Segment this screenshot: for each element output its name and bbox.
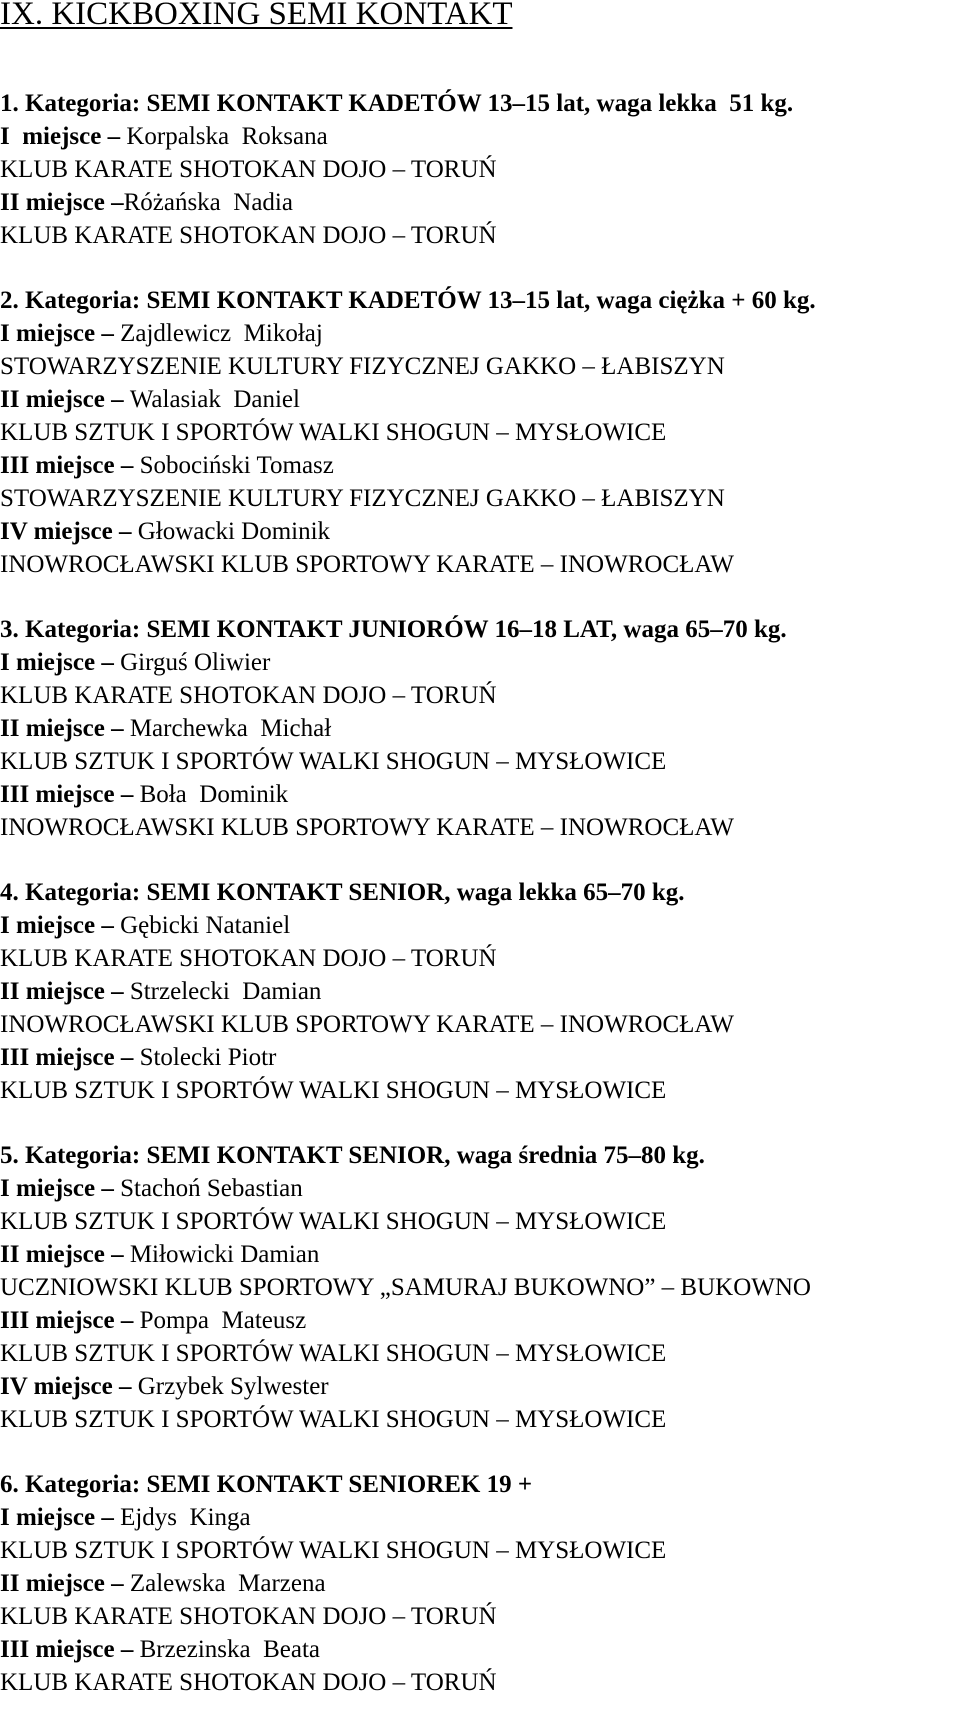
place-label: I miejsce xyxy=(0,320,96,347)
category-title: 6. Kategoria: SEMI KONTAKT SENIOREK 19 + xyxy=(0,1471,533,1498)
club-name: KLUB SZTUK I SPORTÓW WALKI SHOGUN – MYSŁOWICE xyxy=(0,1340,667,1367)
club-name: KLUB SZTUK I SPORTÓW WALKI SHOGUN – MYSŁOWICE xyxy=(0,748,667,775)
club-name: KLUB KARATE SHOTOKAN DOJO – TORUŃ xyxy=(0,945,497,972)
place-line xyxy=(0,909,960,942)
place-line xyxy=(0,1172,960,1205)
place-label: III miejsce xyxy=(0,452,115,479)
club-name: KLUB KARATE SHOTOKAN DOJO – TORUŃ xyxy=(0,156,497,183)
competitor-name: Miłowicki Damian xyxy=(129,1241,320,1268)
category-title: 1. Kategoria: SEMI KONTAKT KADETÓW 13–15 lat, waga lekka 51 kg. xyxy=(0,90,794,117)
competitor-name: Strzelecki Damian xyxy=(129,978,322,1005)
place-separator: – xyxy=(95,1504,121,1531)
place-separator: – xyxy=(104,1241,130,1268)
club-name: KLUB SZTUK I SPORTÓW WALKI SHOGUN – MYSŁOWICE xyxy=(0,1208,667,1235)
place-line xyxy=(0,1567,960,1600)
place-line xyxy=(0,120,960,153)
place-line xyxy=(0,975,960,1008)
place-line xyxy=(0,383,960,416)
section-title: IX. KICKBOXING SEMI KONTAKT xyxy=(0,0,513,32)
competitor-name: Pompa Mateusz xyxy=(139,1307,307,1334)
place-label: II miejsce xyxy=(0,1241,105,1268)
category-title: 4. Kategoria: SEMI KONTAKT SENIOR, waga lekka 65–70 kg. xyxy=(0,879,685,906)
competitor-name: Stolecki Piotr xyxy=(139,1044,277,1071)
club-name: KLUB SZTUK I SPORTÓW WALKI SHOGUN – MYSŁOWICE xyxy=(0,1537,667,1564)
place-label: II miejsce xyxy=(0,189,105,216)
place-line xyxy=(0,186,960,219)
competitor-name: Grzybek Sylwester xyxy=(137,1373,329,1400)
club-name: KLUB SZTUK I SPORTÓW WALKI SHOGUN – MYSŁOWICE xyxy=(0,1077,667,1104)
place-line xyxy=(0,778,960,811)
place-label: I miejsce xyxy=(0,649,96,676)
place-label: II miejsce xyxy=(0,715,105,742)
competitor-name: Stachoń Sebastian xyxy=(120,1175,303,1202)
competitor-name: Gębicki Nataniel xyxy=(120,912,291,939)
place-label: IV miejsce xyxy=(0,1373,113,1400)
place-line xyxy=(0,646,960,679)
category-block xyxy=(0,613,960,844)
club-name: KLUB KARATE SHOTOKAN DOJO – TORUŃ xyxy=(0,682,497,709)
club-name: STOWARZYSZENIE KULTURY FIZYCZNEJ GAKKO – ŁABISZYN xyxy=(0,485,725,512)
place-line xyxy=(0,515,960,548)
place-separator: – xyxy=(95,1175,121,1202)
competitor-name: Walasiak Daniel xyxy=(129,386,300,413)
category-block xyxy=(0,1468,960,1699)
place-separator: – xyxy=(112,518,138,545)
place-separator: – xyxy=(95,649,121,676)
competitor-name: Marchewka Michał xyxy=(129,715,332,742)
place-label: II miejsce xyxy=(0,1570,105,1597)
category-block xyxy=(0,87,960,252)
place-line xyxy=(0,1238,960,1271)
place-separator: – xyxy=(112,1373,138,1400)
place-line xyxy=(0,449,960,482)
place-label: II miejsce xyxy=(0,386,105,413)
place-separator: – xyxy=(114,452,140,479)
place-line xyxy=(0,1370,960,1403)
place-label: III miejsce xyxy=(0,1636,115,1663)
place-label: IV miejsce xyxy=(0,518,113,545)
club-name: KLUB KARATE SHOTOKAN DOJO – TORUŃ xyxy=(0,1603,497,1630)
place-label: III miejsce xyxy=(0,1044,115,1071)
categories-list xyxy=(0,87,960,1731)
club-name: STOWARZYSZENIE KULTURY FIZYCZNEJ GAKKO – ŁABISZYN xyxy=(0,353,725,380)
place-separator: – xyxy=(104,978,130,1005)
competitor-name: Zajdlewicz Mikołaj xyxy=(120,320,323,347)
club-name: KLUB KARATE SHOTOKAN DOJO – TORUŃ xyxy=(0,1669,497,1696)
place-line xyxy=(0,317,960,350)
place-separator: – xyxy=(114,1636,140,1663)
place-label: I miejsce xyxy=(0,1504,96,1531)
club-name: INOWROCŁAWSKI KLUB SPORTOWY KARATE – INOWROCŁAW xyxy=(0,551,735,578)
competitor-name: Głowacki Dominik xyxy=(137,518,331,545)
club-name: UCZNIOWSKI KLUB SPORTOWY „SAMURAJ BUKOWNO” – BUKOWNO xyxy=(0,1274,811,1301)
category-title: 2. Kategoria: SEMI KONTAKT KADETÓW 13–15 lat, waga ciężka + 60 kg. xyxy=(0,287,816,314)
place-line xyxy=(0,712,960,745)
place-label: I miejsce xyxy=(0,1175,96,1202)
competitor-name: Brzezinska Beata xyxy=(139,1636,321,1663)
place-label: I miejsce xyxy=(0,123,102,150)
place-label: I miejsce xyxy=(0,912,96,939)
place-line xyxy=(0,1501,960,1534)
place-label: III miejsce xyxy=(0,1307,115,1334)
place-separator: – xyxy=(104,715,130,742)
competitor-name: Zalewska Marzena xyxy=(129,1570,326,1597)
club-name: INOWROCŁAWSKI KLUB SPORTOWY KARATE – INOWROCŁAW xyxy=(0,814,735,841)
place-separator: – xyxy=(104,189,124,216)
category-block xyxy=(0,876,960,1107)
place-separator: – xyxy=(114,1307,140,1334)
place-separator: – xyxy=(95,320,121,347)
competitor-name: Korpalska Roksana xyxy=(126,123,328,150)
place-line xyxy=(0,1041,960,1074)
place-separator: – xyxy=(114,1044,140,1071)
category-block xyxy=(0,1139,960,1436)
place-label: II miejsce xyxy=(0,978,105,1005)
club-name: KLUB SZTUK I SPORTÓW WALKI SHOGUN – MYSŁOWICE xyxy=(0,1406,667,1433)
category-block xyxy=(0,284,960,581)
competitor-name: Girguś Oliwier xyxy=(120,649,271,676)
competitor-name: Różańska Nadia xyxy=(123,189,293,216)
place-separator: – xyxy=(101,123,127,150)
club-name: KLUB KARATE SHOTOKAN DOJO – TORUŃ xyxy=(0,222,497,249)
club-name: INOWROCŁAWSKI KLUB SPORTOWY KARATE – INOWROCŁAW xyxy=(0,1011,735,1038)
category-title: 3. Kategoria: SEMI KONTAKT JUNIORÓW 16–18 LAT, waga 65–70 kg. xyxy=(0,616,787,643)
competitor-name: Ejdys Kinga xyxy=(120,1504,251,1531)
place-separator: – xyxy=(95,912,121,939)
competitor-name: Boła Dominik xyxy=(139,781,289,808)
place-line xyxy=(0,1304,960,1337)
category-title: 5. Kategoria: SEMI KONTAKT SENIOR, waga średnia 75–80 kg. xyxy=(0,1142,705,1169)
club-name: KLUB SZTUK I SPORTÓW WALKI SHOGUN – MYSŁOWICE xyxy=(0,419,667,446)
place-separator: – xyxy=(104,1570,130,1597)
place-label: III miejsce xyxy=(0,781,115,808)
place-line xyxy=(0,1633,960,1666)
competitor-name: Sobociński Tomasz xyxy=(139,452,334,479)
place-separator: – xyxy=(114,781,140,808)
place-separator: – xyxy=(104,386,130,413)
